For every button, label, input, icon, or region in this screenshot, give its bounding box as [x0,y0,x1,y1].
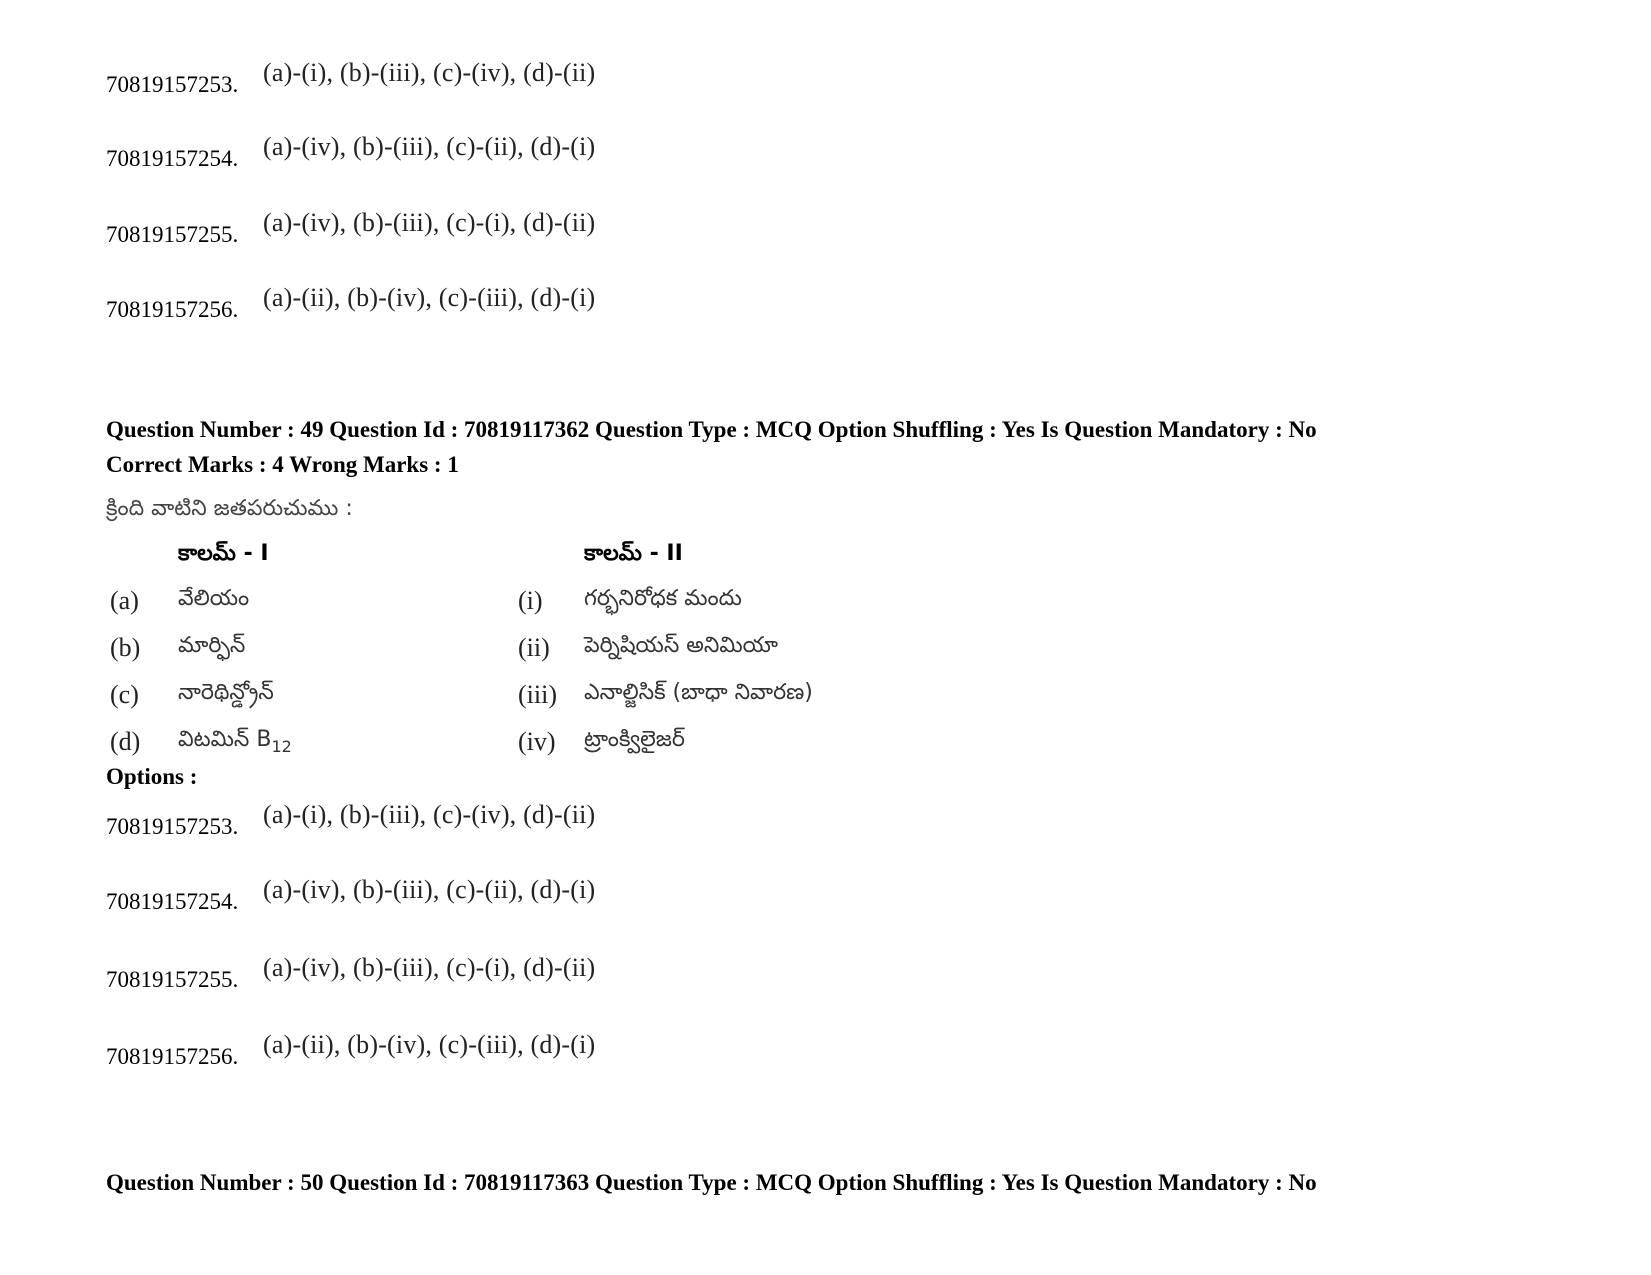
option-id: 70819157256. [106,297,239,322]
option-id: 70819157255. [106,222,239,247]
match-item-b: గర్భనిరోధక మందు [584,586,742,611]
question-statement: క్రింది వాటిని జతపరుచుము : [106,496,353,521]
option-text: (a)-(iv), (b)-(iii), (c)-(ii), (d)-(i) [263,875,596,904]
option-id: 70819157255. [106,967,239,992]
match-row [106,727,906,767]
match-label-a: (b) [110,633,141,662]
question-header: Question Number : 49 Question Id : 70819117362 Question Type : MCQ Option Shuffling : Yes Is Question Mandatory : No [106,417,1317,442]
column-1-heading: కాలమ్ - I [178,541,269,566]
match-item-a: వేలియం [178,586,250,611]
match-item-a [178,727,292,757]
match-row [106,680,906,720]
match-item-b: పెర్నిషియస్ అనిమియా [584,633,778,658]
match-item-b: ట్రాంక్విలైజర్ [584,727,685,752]
match-label-a: (c) [110,680,139,709]
match-label-b: (i) [518,586,543,615]
option-id: 70819157256. [106,1044,239,1069]
match-item-a: నారెథిన్డ్రోన్ [178,680,274,705]
option-id: 70819157253. [106,814,239,839]
options-label: Options : [106,764,198,789]
match-label-a: (a) [110,586,139,615]
option-text: (a)-(i), (b)-(iii), (c)-(iv), (d)-(ii) [263,58,596,87]
match-item-b: ఎనాల్జిసిక్ (బాధా నివారణ) [584,680,813,705]
match-item-a-text: విటమిన్ B [178,727,272,752]
option-text: (a)-(i), (b)-(iii), (c)-(iv), (d)-(ii) [263,800,596,829]
match-row [106,633,906,673]
match-label-a: (d) [110,727,141,756]
option-text: (a)-(ii), (b)-(iv), (c)-(iii), (d)-(i) [263,283,596,312]
option-text: (a)-(ii), (b)-(iv), (c)-(iii), (d)-(i) [263,1030,596,1059]
option-id: 70819157253. [106,72,239,97]
option-text: (a)-(iv), (b)-(iii), (c)-(i), (d)-(ii) [263,208,596,237]
option-id: 70819157254. [106,146,239,171]
option-id: 70819157254. [106,889,239,914]
question-marks: Correct Marks : 4 Wrong Marks : 1 [106,452,459,477]
match-row [106,586,906,626]
question-header: Question Number : 50 Question Id : 70819117363 Question Type : MCQ Option Shuffling : Yes Is Question Mandatory : No [106,1170,1317,1195]
match-label-b: (iii) [518,680,557,709]
subscript: 12 [271,737,292,756]
option-text: (a)-(iv), (b)-(iii), (c)-(ii), (d)-(i) [263,132,596,161]
match-label-b: (iv) [518,727,556,756]
match-label-b: (ii) [518,633,550,662]
match-item-a: మార్ఫిన్ [178,633,246,658]
column-2-heading: కాలమ్ - II [584,541,683,566]
option-text: (a)-(iv), (b)-(iii), (c)-(i), (d)-(ii) [263,953,596,982]
